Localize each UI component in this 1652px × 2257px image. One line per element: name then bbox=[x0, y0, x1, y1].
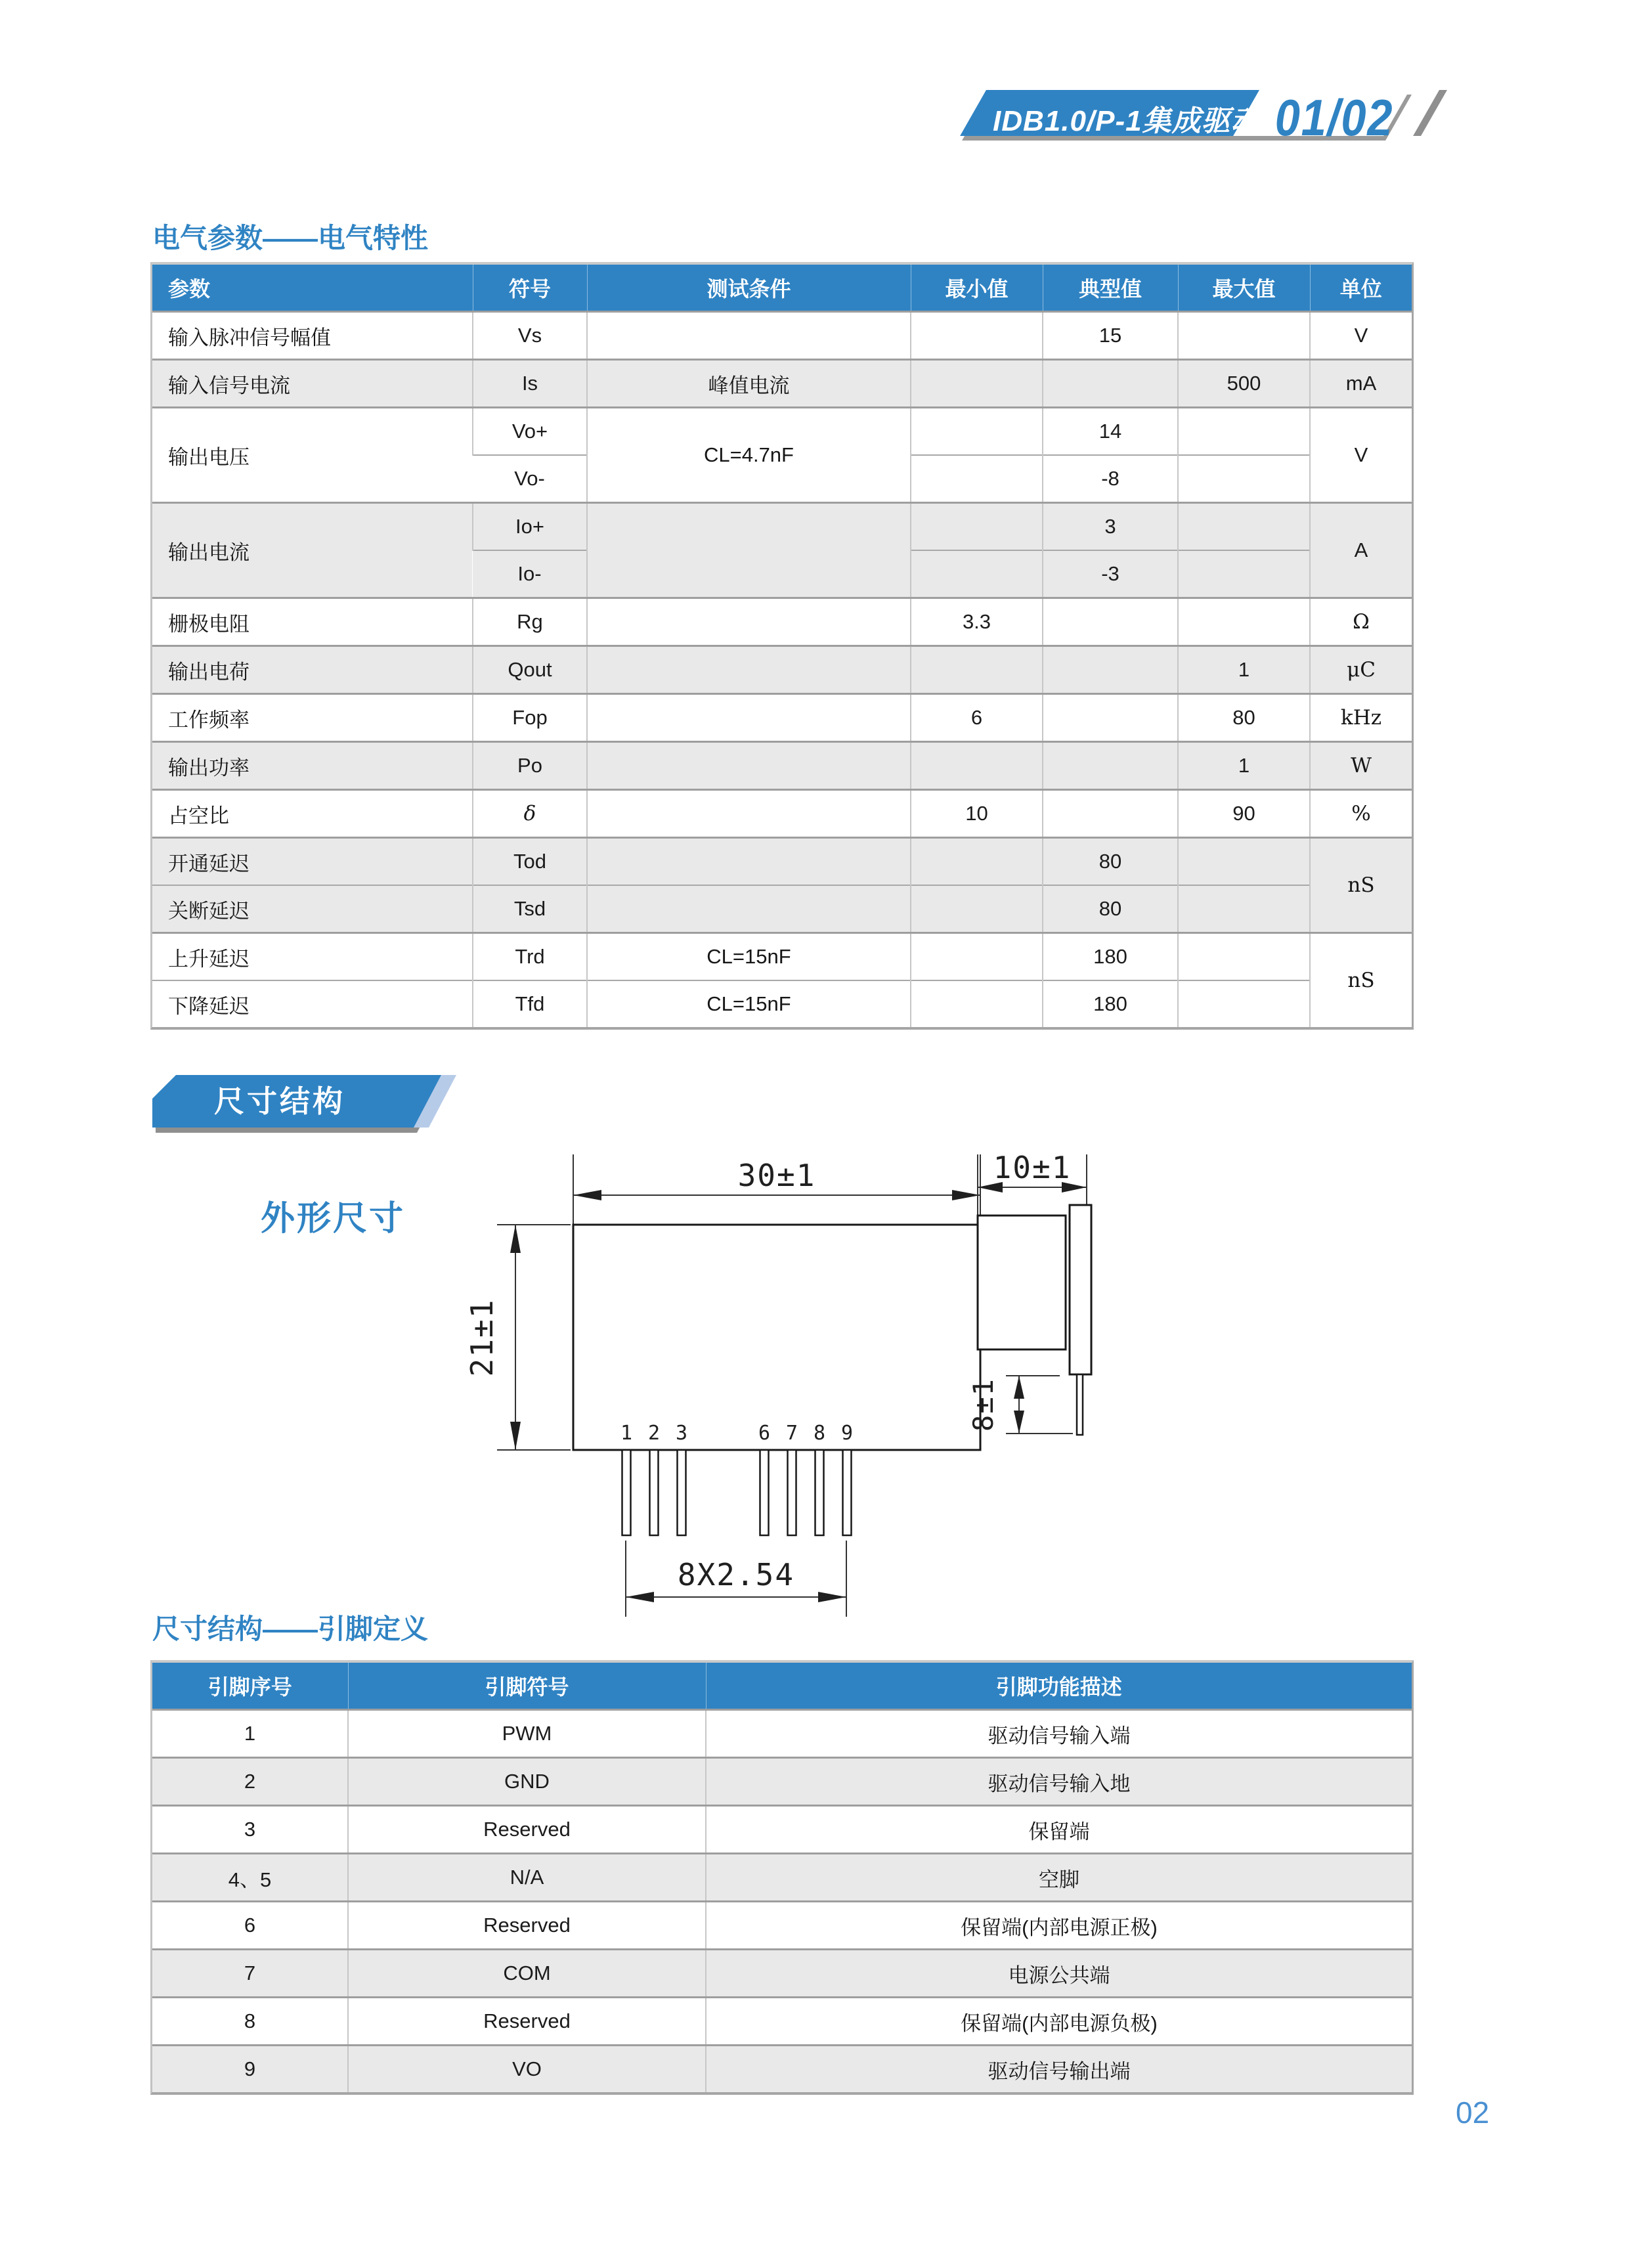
max-cell: 80 bbox=[1178, 694, 1310, 742]
condition-cell: CL=15nF bbox=[587, 980, 911, 1027]
max-cell bbox=[1178, 455, 1310, 503]
param-cell: 输出电流 bbox=[152, 503, 473, 598]
pin-number-label: 2 bbox=[647, 1422, 661, 1445]
pin-number-cell: 6 bbox=[152, 1902, 348, 1950]
typ-cell bbox=[1043, 360, 1178, 408]
condition-cell: CL=4.7nF bbox=[587, 408, 911, 503]
product-title: IDB1.0/P-1集成驱动模块 bbox=[993, 105, 1320, 137]
table-row bbox=[152, 360, 1412, 408]
symbol-cell: Io- bbox=[473, 550, 587, 598]
param-cell: 输入信号电流 bbox=[152, 360, 473, 408]
page-indicator: 01/02 bbox=[1274, 89, 1394, 146]
condition-cell bbox=[587, 646, 911, 694]
param-cell: 关断延迟 bbox=[152, 885, 473, 933]
pin-number-label: 7 bbox=[785, 1422, 798, 1445]
side-width-dimension: 10±1 bbox=[993, 1150, 1072, 1185]
param-cell: 占空比 bbox=[152, 790, 473, 838]
max-cell bbox=[1178, 885, 1310, 933]
pin-definition-section-title: 尺寸结构——引脚定义 bbox=[152, 1613, 429, 1644]
table-row bbox=[152, 312, 1412, 360]
condition-cell bbox=[587, 503, 911, 598]
typ-cell: 15 bbox=[1043, 312, 1178, 360]
col-header-max: 最大值 bbox=[1178, 265, 1310, 312]
typ-cell: 3 bbox=[1043, 503, 1178, 551]
typ-cell: -8 bbox=[1043, 455, 1178, 503]
table-row bbox=[152, 503, 1412, 551]
pin-symbol-cell: VO bbox=[348, 2046, 706, 2093]
pin-pitch-dimension: 8X2.54 bbox=[677, 1557, 795, 1592]
pin-number-cell: 4、5 bbox=[152, 1854, 348, 1902]
param-cell: 下降延迟 bbox=[152, 980, 473, 1027]
table-subrow bbox=[152, 980, 1412, 1027]
param-cell: 输出功率 bbox=[152, 742, 473, 790]
min-cell: 10 bbox=[911, 790, 1043, 838]
pin-function-cell: 保留端 bbox=[706, 1806, 1412, 1854]
condition-cell bbox=[587, 838, 911, 886]
param-cell: 开通延迟 bbox=[152, 838, 473, 886]
symbol-cell: Rg bbox=[473, 598, 587, 646]
pin-number-label: 8 bbox=[813, 1422, 826, 1445]
max-cell bbox=[1178, 503, 1310, 551]
pin-number-cell: 2 bbox=[152, 1758, 348, 1806]
electrical-table-header-row bbox=[152, 265, 1412, 312]
pin-function-cell: 驱动信号输入端 bbox=[706, 1710, 1412, 1758]
unit-cell: % bbox=[1310, 790, 1412, 838]
max-cell bbox=[1178, 312, 1310, 360]
table-row bbox=[152, 790, 1412, 838]
max-cell bbox=[1178, 598, 1310, 646]
unit-cell: V bbox=[1310, 408, 1412, 503]
typ-cell: 80 bbox=[1043, 838, 1178, 886]
min-cell bbox=[911, 408, 1043, 456]
min-cell: 6 bbox=[911, 694, 1043, 742]
symbol-cell: Vs bbox=[473, 312, 587, 360]
min-cell bbox=[911, 646, 1043, 694]
param-cell: 上升延迟 bbox=[152, 933, 473, 981]
table-row bbox=[152, 1998, 1412, 2046]
unit-cell: W bbox=[1310, 742, 1412, 790]
symbol-cell: Tod bbox=[473, 838, 587, 886]
condition-cell bbox=[587, 885, 911, 933]
pin-symbol-cell: N/A bbox=[348, 1854, 706, 1902]
pin-function-cell: 驱动信号输入地 bbox=[706, 1758, 1412, 1806]
electrical-section-title: 电气参数——电气特性 bbox=[152, 223, 429, 253]
max-cell: 90 bbox=[1178, 790, 1310, 838]
col-header-unit: 单位 bbox=[1310, 265, 1412, 312]
typ-cell: 180 bbox=[1043, 980, 1178, 1027]
table-row bbox=[152, 694, 1412, 742]
typ-cell: -3 bbox=[1043, 550, 1178, 598]
pin-number-cell: 7 bbox=[152, 1950, 348, 1998]
col-header-symbol: 符号 bbox=[473, 265, 587, 312]
symbol-cell: Qout bbox=[473, 646, 587, 694]
pin-symbol-cell: PWM bbox=[348, 1710, 706, 1758]
unit-cell: V bbox=[1310, 312, 1412, 360]
symbol-cell: Tsd bbox=[473, 885, 587, 933]
max-cell bbox=[1178, 838, 1310, 886]
outline-dimensions-label: 外形尺寸 bbox=[261, 1200, 406, 1238]
min-cell bbox=[911, 838, 1043, 886]
pin-function-cell: 保留端(内部电源负极) bbox=[706, 1998, 1412, 2046]
table-row bbox=[152, 838, 1412, 886]
pin-number-label: 6 bbox=[758, 1422, 771, 1445]
pin-symbol-cell: Reserved bbox=[348, 1902, 706, 1950]
symbol-cell: Vo+ bbox=[473, 408, 587, 456]
col-header-condition: 测试条件 bbox=[587, 265, 911, 312]
typ-cell bbox=[1043, 646, 1178, 694]
max-cell bbox=[1178, 980, 1310, 1027]
pin-symbol-cell: Reserved bbox=[348, 1998, 706, 2046]
min-cell bbox=[911, 360, 1043, 408]
table-row bbox=[152, 598, 1412, 646]
min-cell bbox=[911, 885, 1043, 933]
typ-cell: 14 bbox=[1043, 408, 1178, 456]
package-outline-drawing bbox=[460, 1143, 1156, 1629]
condition-cell: CL=15nF bbox=[587, 933, 911, 981]
front-view-body bbox=[573, 1225, 980, 1535]
col-header-param: 参数 bbox=[152, 265, 473, 312]
min-cell bbox=[911, 550, 1043, 598]
front-height-dimension: 21±1 bbox=[464, 1298, 500, 1377]
pin-function-cell: 空脚 bbox=[706, 1854, 1412, 1902]
min-cell bbox=[911, 742, 1043, 790]
max-cell bbox=[1178, 550, 1310, 598]
symbol-cell: Tfd bbox=[473, 980, 587, 1027]
side-pin-length-dimension: 8±1 bbox=[967, 1378, 999, 1432]
table-row bbox=[152, 1710, 1412, 1758]
unit-cell: kHz bbox=[1310, 694, 1412, 742]
pin-number-label: 3 bbox=[675, 1422, 688, 1445]
typ-cell bbox=[1043, 598, 1178, 646]
min-cell: 3.3 bbox=[911, 598, 1043, 646]
condition-cell bbox=[587, 694, 911, 742]
structure-banner-label: 尺寸结构 bbox=[214, 1084, 345, 1118]
table-subrow bbox=[152, 885, 1412, 933]
param-cell: 输出电荷 bbox=[152, 646, 473, 694]
pin-function-cell: 保留端(内部电源正极) bbox=[706, 1902, 1412, 1950]
pin-table-header-row bbox=[152, 1663, 1412, 1710]
table-row bbox=[152, 646, 1412, 694]
table-row bbox=[152, 1758, 1412, 1806]
unit-cell: Ω bbox=[1310, 598, 1412, 646]
condition-cell bbox=[587, 790, 911, 838]
pin-definition-table bbox=[150, 1660, 1414, 2095]
table-row bbox=[152, 1854, 1412, 1902]
table-row bbox=[152, 1950, 1412, 1998]
col-header-pin-number: 引脚序号 bbox=[152, 1663, 348, 1710]
structure-section-banner bbox=[152, 1075, 441, 1128]
symbol-cell: Po bbox=[473, 742, 587, 790]
table-row bbox=[152, 742, 1412, 790]
symbol-cell: Is bbox=[473, 360, 587, 408]
param-cell: 输入脉冲信号幅值 bbox=[152, 312, 473, 360]
table-row bbox=[152, 933, 1412, 981]
table-row bbox=[152, 408, 1412, 456]
condition-cell: 峰值电流 bbox=[587, 360, 911, 408]
min-cell bbox=[911, 980, 1043, 1027]
table-row bbox=[152, 1806, 1412, 1854]
pin-number-label: 1 bbox=[620, 1422, 633, 1445]
unit-cell: nS bbox=[1310, 838, 1412, 933]
front-width-dimension: 30±1 bbox=[737, 1158, 816, 1193]
pin-symbol-cell: COM bbox=[348, 1950, 706, 1998]
col-header-pin-function: 引脚功能描述 bbox=[706, 1663, 1412, 1710]
condition-cell bbox=[587, 312, 911, 360]
max-cell bbox=[1178, 408, 1310, 456]
header-slash-decoration bbox=[1413, 90, 1447, 136]
max-cell: 500 bbox=[1178, 360, 1310, 408]
min-cell bbox=[911, 933, 1043, 981]
pin-number-cell: 8 bbox=[152, 1998, 348, 2046]
page-number: 02 bbox=[1456, 2095, 1490, 2130]
col-header-typ: 典型值 bbox=[1043, 265, 1178, 312]
col-header-pin-symbol: 引脚符号 bbox=[348, 1663, 706, 1710]
typ-cell bbox=[1043, 790, 1178, 838]
min-cell bbox=[911, 503, 1043, 551]
col-header-min: 最小值 bbox=[911, 265, 1043, 312]
max-cell: 1 bbox=[1178, 646, 1310, 694]
table-row bbox=[152, 2046, 1412, 2093]
symbol-cell: Fop bbox=[473, 694, 587, 742]
pin-number-cell: 1 bbox=[152, 1710, 348, 1758]
typ-cell: 80 bbox=[1043, 885, 1178, 933]
unit-cell: μC bbox=[1310, 646, 1412, 694]
max-cell bbox=[1178, 933, 1310, 981]
table-row bbox=[152, 1902, 1412, 1950]
unit-cell: mA bbox=[1310, 360, 1412, 408]
condition-cell bbox=[587, 742, 911, 790]
typ-cell bbox=[1043, 742, 1178, 790]
unit-cell: A bbox=[1310, 503, 1412, 598]
param-cell: 输出电压 bbox=[152, 408, 473, 503]
pin-symbol-cell: Reserved bbox=[348, 1806, 706, 1854]
typ-cell bbox=[1043, 694, 1178, 742]
min-cell bbox=[911, 455, 1043, 503]
pin-function-cell: 驱动信号输出端 bbox=[706, 2046, 1412, 2093]
param-cell: 工作频率 bbox=[152, 694, 473, 742]
max-cell: 1 bbox=[1178, 742, 1310, 790]
symbol-cell: Vo- bbox=[473, 455, 587, 503]
pin-number-cell: 9 bbox=[152, 2046, 348, 2093]
pin-function-cell: 电源公共端 bbox=[706, 1950, 1412, 1998]
min-cell bbox=[911, 312, 1043, 360]
electrical-parameters-table bbox=[150, 262, 1414, 1030]
typ-cell: 180 bbox=[1043, 933, 1178, 981]
symbol-cell: Io+ bbox=[473, 503, 587, 551]
symbol-cell: Trd bbox=[473, 933, 587, 981]
condition-cell bbox=[587, 598, 911, 646]
param-cell: 栅极电阻 bbox=[152, 598, 473, 646]
pin-number-cell: 3 bbox=[152, 1806, 348, 1854]
pin-number-label: 9 bbox=[840, 1422, 854, 1445]
symbol-cell: δ bbox=[473, 790, 587, 838]
unit-cell: nS bbox=[1310, 933, 1412, 1028]
pin-symbol-cell: GND bbox=[348, 1758, 706, 1806]
